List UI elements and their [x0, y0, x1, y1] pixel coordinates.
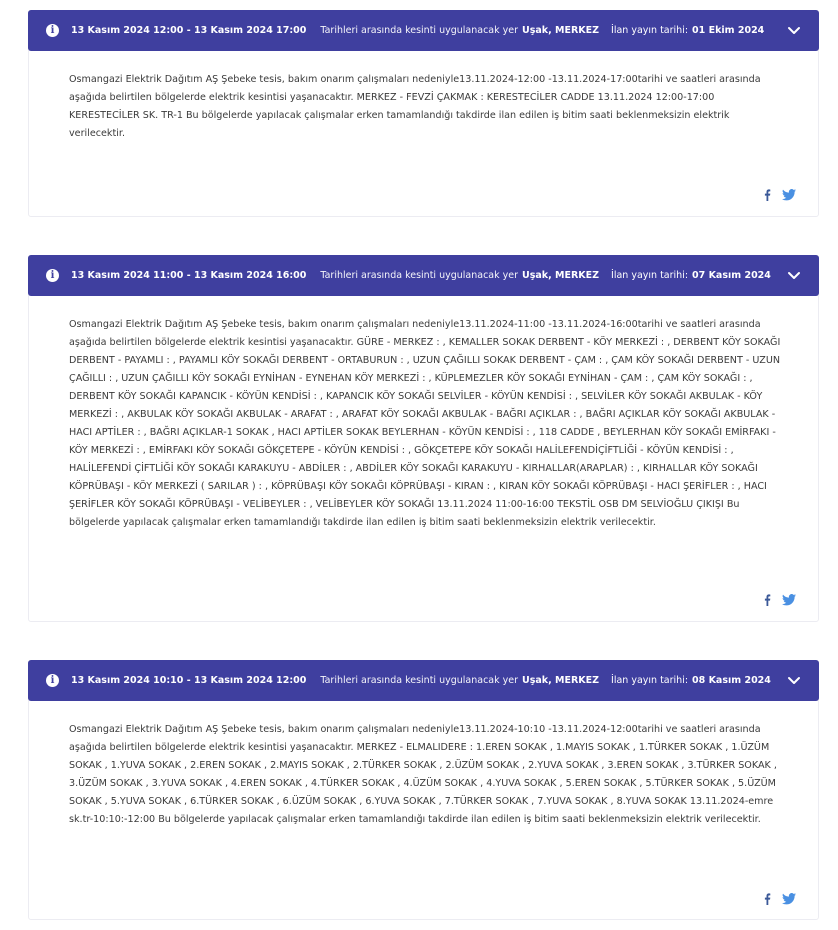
outage-card [28, 255, 819, 622]
outage-location-label: Tarihleri arasında kesinti uygulanacak yer [320, 270, 519, 281]
outage-card-header[interactable] [28, 660, 819, 701]
published-date-label: İlan yayın tarihi: [611, 25, 689, 36]
published-date: 08 Kasım 2024 [692, 675, 771, 686]
facebook-icon[interactable] [762, 893, 772, 905]
share-bar [762, 594, 796, 606]
chevron-down-icon[interactable] [787, 268, 801, 282]
twitter-icon[interactable] [782, 594, 796, 606]
outage-description: Osmangazi Elektrik Dağıtım AŞ Şebeke tesis, bakım onarım çalışmaları nedeniyle13.11.2024-10:10 -13.11.2024-12:00tarihi ve saatleri arasında aşağıda belirtilen bölgelerde elektrik kesintisi yaşanacaktır. MERKEZ - ELMALIDERE : 1.EREN SOKAK , 1.MAYIS SOKAK , 1.TÜRKER SOKAK , 1.ÜZÜM SOKAK , 1.YUVA SOKAK , 2.EREN SOKAK , 2.MAYIS SOKAK , 2.TÜRKER SOKAK , 2.ÜZÜM SOKAK , 2.YUVA SOKAK , 3.EREN SOKAK , 3.TÜRKER SOKAK , 3.ÜZÜM SOKAK , 3.YUVA SOKAK , 4.EREN SOKAK , 4.TÜRKER SOKAK , 4.ÜZÜM SOKAK , 4.YUVA SOKAK , 5.EREN SOKAK , 5.TÜRKER SOKAK , 5.ÜZÜM SOKAK , 5.YUVA SOKAK , 6.TÜRKER SOKAK , 6.ÜZÜM SOKAK , 6.YUVA SOKAK , 7.TÜRKER SOKAK , 7.YUVA SOKAK , 8.YUVA SOKAK 13.11.2024-emre sk.tr-10:10:-12:00 Bu bölgelerde yapılacak çalışmalar erken tamamlandığı takdirde ilan edilen iş bitim saati beklenmeksizin elektrik verilecektir. [69, 724, 777, 825]
outage-card-header[interactable] [28, 255, 819, 296]
chevron-down-icon[interactable] [787, 23, 801, 37]
info-icon: i [46, 269, 59, 282]
outage-location-label: Tarihleri arasında kesinti uygulanacak yer [320, 25, 519, 36]
outage-location-label: Tarihleri arasında kesinti uygulanacak yer [320, 675, 519, 686]
outage-date-range: 13 Kasım 2024 11:00 - 13 Kasım 2024 16:00 [71, 270, 307, 281]
outage-description: Osmangazi Elektrik Dağıtım AŞ Şebeke tesis, bakım onarım çalışmaları nedeniyle13.11.2024-12:00 -13.11.2024-17:00tarihi ve saatleri arasında aşağıda belirtilen bölgelerde elektrik kesintisi yaşanacaktır. MERKEZ - FEVZİ ÇAKMAK : KERESTECİLER CADDE 13.11.2024 12:00-17:00 KERESTECİLER SK. TR-1 Bu bölgelerde yapılacak çalışmalar erken tamamlandığı takdirde ilan edilen iş bitim saati beklenmeksizin elektrik verilecektir. [69, 74, 761, 139]
facebook-icon[interactable] [762, 189, 772, 201]
outage-location: Uşak, MERKEZ [522, 270, 600, 281]
outage-description: Osmangazi Elektrik Dağıtım AŞ Şebeke tesis, bakım onarım çalışmaları nedeniyle13.11.2024-11:00 -13.11.2024-16:00tarihi ve saatleri arasında aşağıda belirtilen bölgelerde elektrik kesintisi yaşanacaktır. GÜRE - MERKEZ : , KEMALLER SOKAK DERBENT - KÖY MERKEZİ : , DERBENT KÖY SOKAĞI DERBENT - PAYAMLI : , PAYAMLI KÖY SOKAĞI DERBENT - ORTABURUN : , UZUN ÇAĞILLI SOKAK DERBENT - ÇAM : , ÇAM KÖY SOKAĞI DERBENT - UZUN ÇAĞILLI : , UZUN ÇAĞILLI KÖY SOKAĞI EYNİHAN - EYNEHAN KÖY MERKEZİ : , KÜPLEMEZLER KÖY SOKAĞI EYNİHAN - ÇAM : , ÇAM KÖY SOKAĞI : , DERBENT KÖY SOKAĞI KAPANCIK - KÖYÜN KENDİSİ : , KAPANCIK KÖY SOKAĞI SELVİLER - KÖYÜN KENDİSİ : , SELVİLER KÖY SOKAĞI AKBULAK - KÖY MERKEZİ : , AKBULAK KÖY SOKAĞI AKBULAK - ARAFAT : , ARAFAT KÖY SOKAĞI AKBULAK - BAĞRI AÇIKLAR : , BAĞRI AÇIKLAR KÖY SOKAĞI AKBULAK - HACI APTİLER : , BAĞRI AÇIKLAR-1 SOKAK , HACI APTİLER SOKAK BEYLERHAN - KÖYÜN KENDİSİ : , 118 CADDE , BEYLERHAN KÖY SOKAĞI EMİRFAKI - KÖY MERKEZİ : , EMİRFAKI KÖY SOKAĞI GÖKÇETEPE - KÖYÜN KENDİSİ : , GÖKÇETEPE KÖY SOKAĞI HALİLEFENDİÇİFTLİĞİ - KÖYÜN KENDİSİ : , HALİLEFENDİ ÇİFTLİĞİ KÖY SOKAĞI KARAKUYU - ABDİLER : , ABDİLER KÖY SOKAĞI KARAKUYU - KIRHALLAR(ARAPLAR) : , KIRHALLAR KÖY SOKAĞI KÖPRÜBAŞI - KÖY MERKEZİ ( SARILAR ) : , KÖPRÜBAŞI KÖY SOKAĞI KÖPRÜBAŞI - KIRAN : , KIRAN KÖY SOKAĞI KÖPRÜBAŞI - HACI ŞERİFLER : , HACI ŞERİFLER KÖY SOKAĞI KÖPRÜBAŞI - VELİBEYLER : , VELİBEYLER KÖY SOKAĞI 13.11.2024 11:00-16:00 TEKSTİL OSB DM SELVİOĞLU ÇIKIŞI Bu bölgelerde yapılacak çalışmalar erken tamamlandığı takdirde ilan edilen iş bitim saati beklenmeksizin elektrik verilecektir. [69, 319, 781, 528]
published-date: 07 Kasım 2024 [692, 270, 771, 281]
outage-location: Uşak, MERKEZ [522, 25, 600, 36]
outage-location: Uşak, MERKEZ [522, 675, 600, 686]
outage-card [28, 660, 819, 920]
share-bar [762, 893, 796, 905]
share-bar [762, 189, 796, 201]
twitter-icon[interactable] [782, 189, 796, 201]
chevron-down-icon[interactable] [787, 673, 801, 687]
facebook-icon[interactable] [762, 594, 772, 606]
info-icon: i [46, 674, 59, 687]
outage-date-range: 13 Kasım 2024 12:00 - 13 Kasım 2024 17:00 [71, 25, 307, 36]
outage-date-range: 13 Kasım 2024 10:10 - 13 Kasım 2024 12:00 [71, 675, 307, 686]
published-date-label: İlan yayın tarihi: [611, 270, 689, 281]
info-icon: i [46, 24, 59, 37]
outage-card-header[interactable] [28, 10, 819, 51]
outage-card [28, 10, 819, 217]
published-date-label: İlan yayın tarihi: [611, 675, 689, 686]
published-date: 01 Ekim 2024 [692, 25, 765, 36]
twitter-icon[interactable] [782, 893, 796, 905]
